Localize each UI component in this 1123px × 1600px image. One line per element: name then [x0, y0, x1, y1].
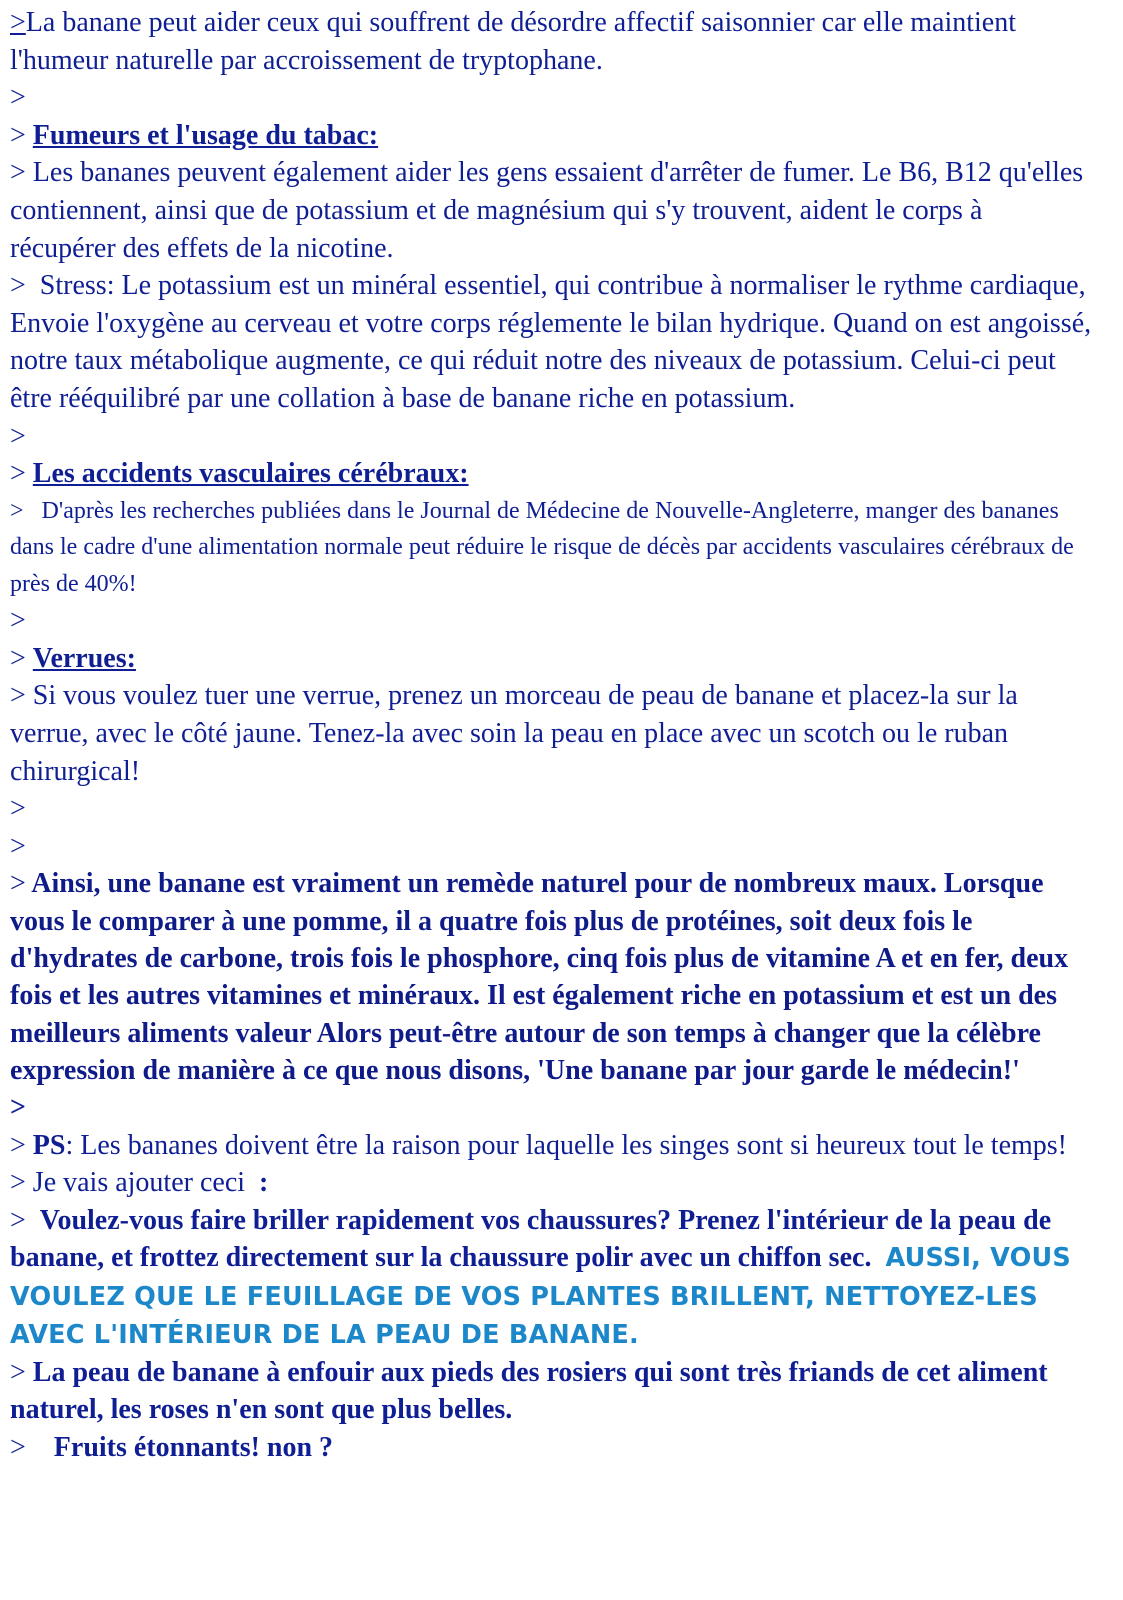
quote-marker: > — [10, 420, 26, 452]
paragraph-smokers: > Les bananes peuvent également aider les gens essaient d'arrêter de fumer. Le B6, B12 qu'elles contiennent, ainsi que de potassium et de magnésium qui s'y trouvent, aident le corps à récupérer des effets de la nicotine. — [10, 157, 1084, 264]
paragraph-summary: > Ainsi, une banane est vraiment un remède naturel pour de nombreux maux. Lorsque vous le comparer à une pomme, il a quatre fois plus de protéines, soit deux fois le d'hydrates de carbone, trois fois le phosphore, cinq fois plus de vitamine A et en fer, deux fois et les autres vitamines et minéraux. Il est également riche en potassium et est un des meilleurs aliments valeur Alors peut-être autour de son temps à changer que la célèbre expression de manière à ce que nous disons, 'Une banane par jour garde le médecin!' — [10, 868, 1069, 1086]
quote-marker: > — [10, 793, 26, 825]
paragraph-warts: > Si vous voulez tuer une verrue, prenez un morceau de peau de banane et placez-la sur la verrue, avec le côté jaune. Tenez-la avec soin la peau en place avec un scotch ou le ruban chirurgical! — [10, 680, 1018, 787]
paragraph-add: > Je vais ajouter ceci : — [10, 1167, 269, 1199]
quote-marker: > — [10, 830, 26, 862]
plants-tip-caps: AUSSI, VOUS VOULEZ QUE LE FEUILLAGE DE VOS PLANTES BRILLENT, NETTOYEZ-LES AVEC L'INTÉRIEUR DE LA PEAU DE BANANE. — [10, 1243, 1071, 1350]
paragraph-stress: > Stress: Le potassium est un minéral essentiel, qui contribue à normaliser le rythme cardiaque, Envoie l'oxygène au cerveau et votre corps réglemente le bilan hydrique. Quand on est angoissé, notre taux métabolique augmente, ce qui réduit notre des niveaux de potassium. Celui-ci peut être rééquilibré par une collation à base de banane riche en potassium. — [10, 270, 1092, 414]
paragraph-closing: > Fruits étonnants! non ? — [10, 1431, 334, 1463]
quote-marker: > — [10, 82, 26, 114]
section-smokers-heading: > Fumeurs et l'usage du tabac: — [10, 119, 379, 151]
quote-marker: > — [10, 605, 26, 637]
section-avc-heading: > Les accidents vasculaires cérébraux: — [10, 458, 469, 490]
paragraph-avc: > D'après les recherches publiées dans le Journal de Médecine de Nouvelle-Angleterre, manger des bananes dans le cadre d'une alimentation normale peut réduire le risque de décès par accidents vasculaires cérébraux de près de 40%! — [10, 497, 1074, 597]
quote-marker: > — [10, 1092, 26, 1124]
paragraph-roses: > La peau de banane à enfouir aux pieds des rosiers qui sont très friands de cet aliment naturel, les roses n'en sont que plus belles. — [10, 1357, 1048, 1426]
section-warts-heading: > Verrues: — [10, 642, 136, 674]
paragraph-tryptophane: >La banane peut aider ceux qui souffrent de désordre affectif saisonnier car elle maintient l'humeur naturelle par accroissement de tryptophane. — [10, 7, 1016, 76]
paragraph-ps: > PS: Les bananes doivent être la raison pour laquelle les singes sont si heureux tout le temps! — [10, 1129, 1068, 1161]
paragraph-shoes: > Voulez-vous faire briller rapidement vos chaussures? Prenez l'intérieur de la peau de banane, et frottez directement sur la chaussure polir avec un chiffon sec. AUSSI, VOUS VOULEZ QUE LE FEUILLAGE DE VOS PLANTES BRILLENT, NETTOYEZ-LES AVEC L'INTÉRIEUR DE LA PEAU DE BANANE. — [10, 1204, 1071, 1350]
